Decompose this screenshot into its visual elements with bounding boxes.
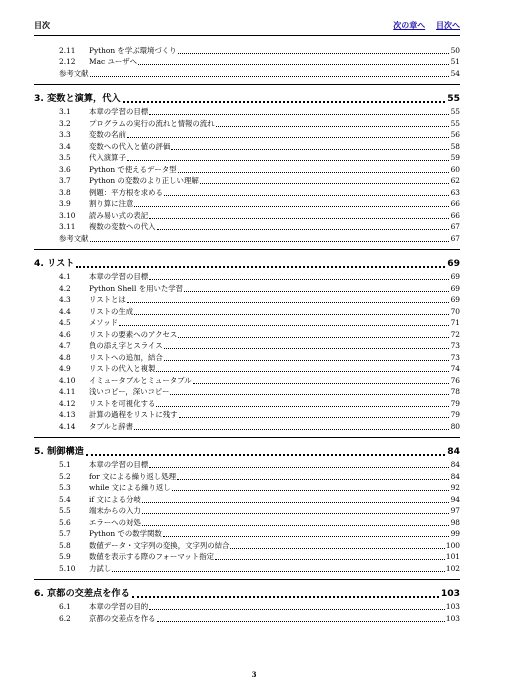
section-title: リストを可視化する xyxy=(89,398,156,408)
section-number: 3.1 xyxy=(59,107,71,116)
toc-item[interactable] xyxy=(34,601,460,613)
section-title: Mac ユーザへ xyxy=(89,57,138,66)
section-title: エラーへの対処 xyxy=(89,517,141,527)
dot-leader xyxy=(163,536,449,537)
toc-chapter[interactable] xyxy=(34,256,460,271)
dot-leader xyxy=(149,218,449,219)
section-number: 5.3 xyxy=(59,483,71,492)
section-page: 74 xyxy=(450,364,460,373)
toc-item[interactable] xyxy=(34,317,460,329)
toc-item[interactable] xyxy=(34,528,460,540)
section-divider xyxy=(34,84,460,85)
section-number: 4.12 xyxy=(59,398,76,408)
page-header xyxy=(34,20,460,34)
section-number: 4.6 xyxy=(59,329,71,339)
dot-leader xyxy=(134,429,449,430)
section-title: 参考文献 xyxy=(59,68,89,78)
section-title: 浅いコピー，深いコピー xyxy=(89,387,170,396)
dot-leader xyxy=(178,337,449,338)
section-title: Python での数学関数 xyxy=(89,529,162,538)
section-number: 3.3 xyxy=(59,130,71,139)
dot-leader xyxy=(200,183,449,184)
toc-item[interactable] xyxy=(34,294,460,306)
toc-item[interactable] xyxy=(34,612,460,624)
section-title: 参考文献 xyxy=(59,233,89,243)
chapter-title: 3. 変数と演算，代入 xyxy=(34,92,121,104)
section-page: 66 xyxy=(450,199,460,208)
dot-leader xyxy=(193,383,449,384)
header-nav xyxy=(385,20,460,31)
toc-item[interactable] xyxy=(34,374,460,386)
section-title: リストの生成 xyxy=(89,306,134,316)
dot-leader xyxy=(156,406,449,407)
toc-item[interactable] xyxy=(34,470,460,482)
toc-item[interactable] xyxy=(34,175,460,187)
chapter-title: 5. 制御構造 xyxy=(34,445,84,457)
toc-item[interactable] xyxy=(34,221,460,233)
section-number: 4.10 xyxy=(59,375,76,385)
section-title: 京都の交差点を作る xyxy=(89,613,156,623)
toc-item[interactable] xyxy=(34,386,460,398)
toc-item[interactable] xyxy=(34,44,460,56)
dot-leader xyxy=(138,64,449,65)
toc-item[interactable] xyxy=(34,56,460,68)
section-page: 78 xyxy=(450,387,460,396)
dot-leader xyxy=(142,502,449,503)
section-number: 4.11 xyxy=(59,387,76,396)
dot-leader xyxy=(164,348,449,349)
section-number: 5.1 xyxy=(59,460,71,469)
section-title: メソッド xyxy=(89,318,118,327)
toc-link[interactable]: 目次へ xyxy=(436,21,460,30)
dot-leader xyxy=(215,559,445,560)
section-page: 55 xyxy=(450,118,460,128)
dot-leader xyxy=(184,291,449,292)
dot-leader xyxy=(157,229,449,230)
section-page: 67 xyxy=(450,222,460,231)
section-title: 端末からの入力 xyxy=(89,506,141,515)
section-title: Python Shell を用いた学習 xyxy=(89,283,184,293)
toc-item[interactable] xyxy=(34,328,460,340)
section-title: タプルと辞書 xyxy=(89,421,134,431)
dot-leader xyxy=(112,571,445,572)
section-page: 79 xyxy=(450,398,460,408)
section-number: 3.2 xyxy=(59,118,71,128)
chapter-page: 103 xyxy=(440,587,460,599)
section-title: 数値データ・文字列の変換，文字列の結合 xyxy=(89,540,230,550)
dot-leader xyxy=(132,596,439,598)
section-number: 3.5 xyxy=(59,153,71,162)
section-number: 4.3 xyxy=(59,295,71,304)
toc-chapter[interactable] xyxy=(34,91,460,106)
section-page: 62 xyxy=(450,176,460,185)
dot-leader xyxy=(149,279,449,280)
section-page: 72 xyxy=(450,329,460,339)
section-number: 6.2 xyxy=(59,613,71,623)
section-number: 4.9 xyxy=(59,364,71,373)
section-title: リストへの追加，結合 xyxy=(89,352,163,362)
section-page: 102 xyxy=(445,563,460,573)
section-page: 56 xyxy=(450,130,460,139)
section-number: 4.2 xyxy=(59,283,71,293)
section-page: 69 xyxy=(450,295,460,304)
section-title: イミュータブルとミュータブル xyxy=(89,375,192,385)
section-divider xyxy=(34,249,460,250)
dot-leader xyxy=(76,266,445,268)
dot-leader xyxy=(149,467,449,468)
section-title: if 文による分岐 xyxy=(89,494,141,504)
dot-leader xyxy=(170,394,449,395)
toc-item[interactable] xyxy=(34,397,460,409)
section-page: 73 xyxy=(450,352,460,362)
section-title: 本章の学習の目標 xyxy=(89,460,149,469)
dot-leader xyxy=(164,195,449,196)
toc-item[interactable] xyxy=(34,163,460,175)
section-page: 97 xyxy=(450,506,460,515)
dot-leader xyxy=(164,360,449,361)
dot-leader xyxy=(142,513,449,514)
section-number: 3.10 xyxy=(59,210,76,220)
toc-chapter[interactable] xyxy=(34,586,460,601)
dot-leader xyxy=(134,314,449,315)
section-number: 5.5 xyxy=(59,506,71,515)
toc-item[interactable] xyxy=(34,562,460,574)
dot-leader xyxy=(172,490,449,491)
section-title: 本章の学習の目標 xyxy=(89,272,149,281)
section-number: 4.1 xyxy=(59,272,71,281)
section-page: 71 xyxy=(450,318,460,327)
dot-leader xyxy=(142,525,449,526)
dot-leader xyxy=(177,479,449,480)
header-title: 目次 xyxy=(34,21,50,30)
section-number: 5.8 xyxy=(59,540,71,550)
section-number: 3.9 xyxy=(59,199,71,208)
dot-leader xyxy=(134,206,449,207)
section-page: 55 xyxy=(450,107,460,116)
section-title: 変数の名前 xyxy=(89,130,126,139)
chapter-page: 84 xyxy=(447,445,460,457)
section-number: 4.14 xyxy=(59,421,76,431)
section-title: 読み易い式の表記 xyxy=(89,210,149,220)
toc-item[interactable] xyxy=(34,459,460,471)
section-title: 本章の学習の目標 xyxy=(89,107,149,116)
dot-leader xyxy=(156,371,449,372)
section-page: 63 xyxy=(450,187,460,197)
section-page: 94 xyxy=(450,494,460,504)
toc-item[interactable] xyxy=(34,117,460,129)
section-page: 103 xyxy=(445,602,460,611)
toc-references[interactable] xyxy=(34,67,460,79)
section-title: 代入演算子 xyxy=(89,153,126,162)
toc-chapter[interactable] xyxy=(34,444,460,459)
section-page: 54 xyxy=(450,68,460,78)
section-title: 負の添え字とスライス xyxy=(89,341,163,350)
section-page: 101 xyxy=(445,552,460,561)
dot-leader xyxy=(157,621,445,622)
section-number: 3.8 xyxy=(59,187,71,197)
section-title: 複数の変数への代入 xyxy=(89,222,156,231)
section-number: 4.8 xyxy=(59,352,71,362)
dot-leader xyxy=(216,126,449,127)
section-number: 4.7 xyxy=(59,341,71,350)
section-page: 73 xyxy=(450,341,460,350)
table-of-contents xyxy=(34,44,460,624)
toc-item[interactable] xyxy=(34,420,460,432)
page-number: 3 xyxy=(251,670,257,679)
dot-leader xyxy=(149,114,449,115)
section-number: 5.6 xyxy=(59,517,71,527)
dot-leader xyxy=(230,548,444,549)
section-divider xyxy=(34,437,460,438)
toc-item[interactable] xyxy=(34,351,460,363)
toc-item[interactable] xyxy=(34,129,460,141)
dot-leader xyxy=(119,325,449,326)
section-page: 59 xyxy=(450,153,460,162)
dot-leader xyxy=(127,137,449,138)
toc-item[interactable] xyxy=(34,198,460,210)
dot-leader xyxy=(90,76,449,77)
chapter-title: 4. リスト xyxy=(34,257,75,269)
section-page: 98 xyxy=(450,517,460,527)
section-title: リストの代入と複製 xyxy=(89,364,156,373)
section-page: 80 xyxy=(450,421,460,431)
section-number: 4.13 xyxy=(59,410,76,419)
section-number: 3.7 xyxy=(59,176,71,185)
section-page: 103 xyxy=(445,613,460,623)
section-number: 4.4 xyxy=(59,306,71,316)
section-page: 92 xyxy=(450,483,460,492)
header-rule xyxy=(34,35,460,36)
section-number: 3.6 xyxy=(59,164,71,174)
section-page: 51 xyxy=(450,57,460,66)
dot-leader xyxy=(123,101,446,103)
toc-item[interactable] xyxy=(34,482,460,494)
chapter-page: 55 xyxy=(447,92,460,104)
section-page: 60 xyxy=(450,164,460,174)
next-chapter-link[interactable]: 次の章へ xyxy=(393,21,426,30)
section-page: 67 xyxy=(450,233,460,243)
section-title: リストの要素へのアクセス xyxy=(89,329,178,339)
section-title: 数値を表示する際のフォーマット指定 xyxy=(89,552,214,561)
section-page: 69 xyxy=(450,272,460,281)
section-page: 69 xyxy=(450,283,460,293)
section-number: 6.1 xyxy=(59,602,71,611)
section-title: Python の変数のより正しい理解 xyxy=(89,176,199,185)
section-page: 100 xyxy=(445,540,460,550)
section-page: 66 xyxy=(450,210,460,220)
section-number: 2.12 xyxy=(59,57,76,66)
section-page: 76 xyxy=(450,375,460,385)
section-number: 5.4 xyxy=(59,494,71,504)
section-title: プログラムの実行の流れと情報の流れ xyxy=(89,118,215,128)
section-number: 4.5 xyxy=(59,318,71,327)
toc-item[interactable] xyxy=(34,363,460,375)
section-page: 50 xyxy=(450,45,460,55)
section-number: 5.9 xyxy=(59,552,71,561)
section-title: 計算の過程をリストに残す xyxy=(89,410,178,419)
toc-item[interactable] xyxy=(34,186,460,198)
dot-leader xyxy=(178,53,449,54)
chapter-title: 6. 京都の交差点を作る xyxy=(34,587,130,599)
section-title: Python で使えるデータ型 xyxy=(89,164,177,174)
chapter-page: 69 xyxy=(447,257,460,269)
dot-leader xyxy=(179,417,449,418)
toc-item[interactable] xyxy=(34,516,460,528)
toc-item[interactable] xyxy=(34,409,460,421)
section-number: 5.2 xyxy=(59,471,71,481)
toc-item[interactable] xyxy=(34,551,460,563)
toc-item[interactable] xyxy=(34,340,460,352)
section-title: リストとは xyxy=(89,295,126,304)
dot-leader xyxy=(149,609,445,610)
toc-item[interactable] xyxy=(34,282,460,294)
dot-leader xyxy=(127,160,449,161)
toc-item[interactable] xyxy=(34,539,460,551)
section-page: 70 xyxy=(450,306,460,316)
section-page: 84 xyxy=(450,471,460,481)
section-divider xyxy=(34,579,460,580)
toc-references[interactable] xyxy=(34,232,460,244)
section-number: 3.11 xyxy=(59,222,76,231)
dot-leader xyxy=(86,454,445,456)
toc-item[interactable] xyxy=(34,493,460,505)
section-title: Python を学ぶ環境づくり xyxy=(89,45,177,55)
dot-leader xyxy=(127,302,449,303)
section-number: 3.4 xyxy=(59,141,71,151)
section-page: 84 xyxy=(450,460,460,469)
section-title: 本章の学習の目的 xyxy=(89,602,149,611)
section-number: 5.7 xyxy=(59,529,71,538)
section-page: 58 xyxy=(450,141,460,151)
section-title: 割り算に注意 xyxy=(89,199,134,208)
section-title: for 文による繰り返し処理 xyxy=(89,471,176,481)
dot-leader xyxy=(90,241,449,242)
dot-leader xyxy=(178,172,449,173)
section-number: 5.10 xyxy=(59,563,76,573)
section-page: 99 xyxy=(450,529,460,538)
section-title: 力試し xyxy=(89,563,112,573)
toc-item[interactable] xyxy=(34,271,460,283)
section-number: 2.11 xyxy=(59,45,76,55)
section-title: while 文による繰り返し xyxy=(89,483,171,492)
toc-item[interactable] xyxy=(34,106,460,118)
toc-item[interactable] xyxy=(34,140,460,152)
section-page: 79 xyxy=(450,410,460,419)
toc-item[interactable] xyxy=(34,305,460,317)
toc-item[interactable] xyxy=(34,505,460,517)
dot-leader xyxy=(171,149,449,150)
toc-item[interactable] xyxy=(34,152,460,164)
section-title: 変数への代入と値の評価 xyxy=(89,141,171,151)
section-title: 例題：平方根を求める xyxy=(89,187,163,197)
toc-item[interactable] xyxy=(34,209,460,221)
